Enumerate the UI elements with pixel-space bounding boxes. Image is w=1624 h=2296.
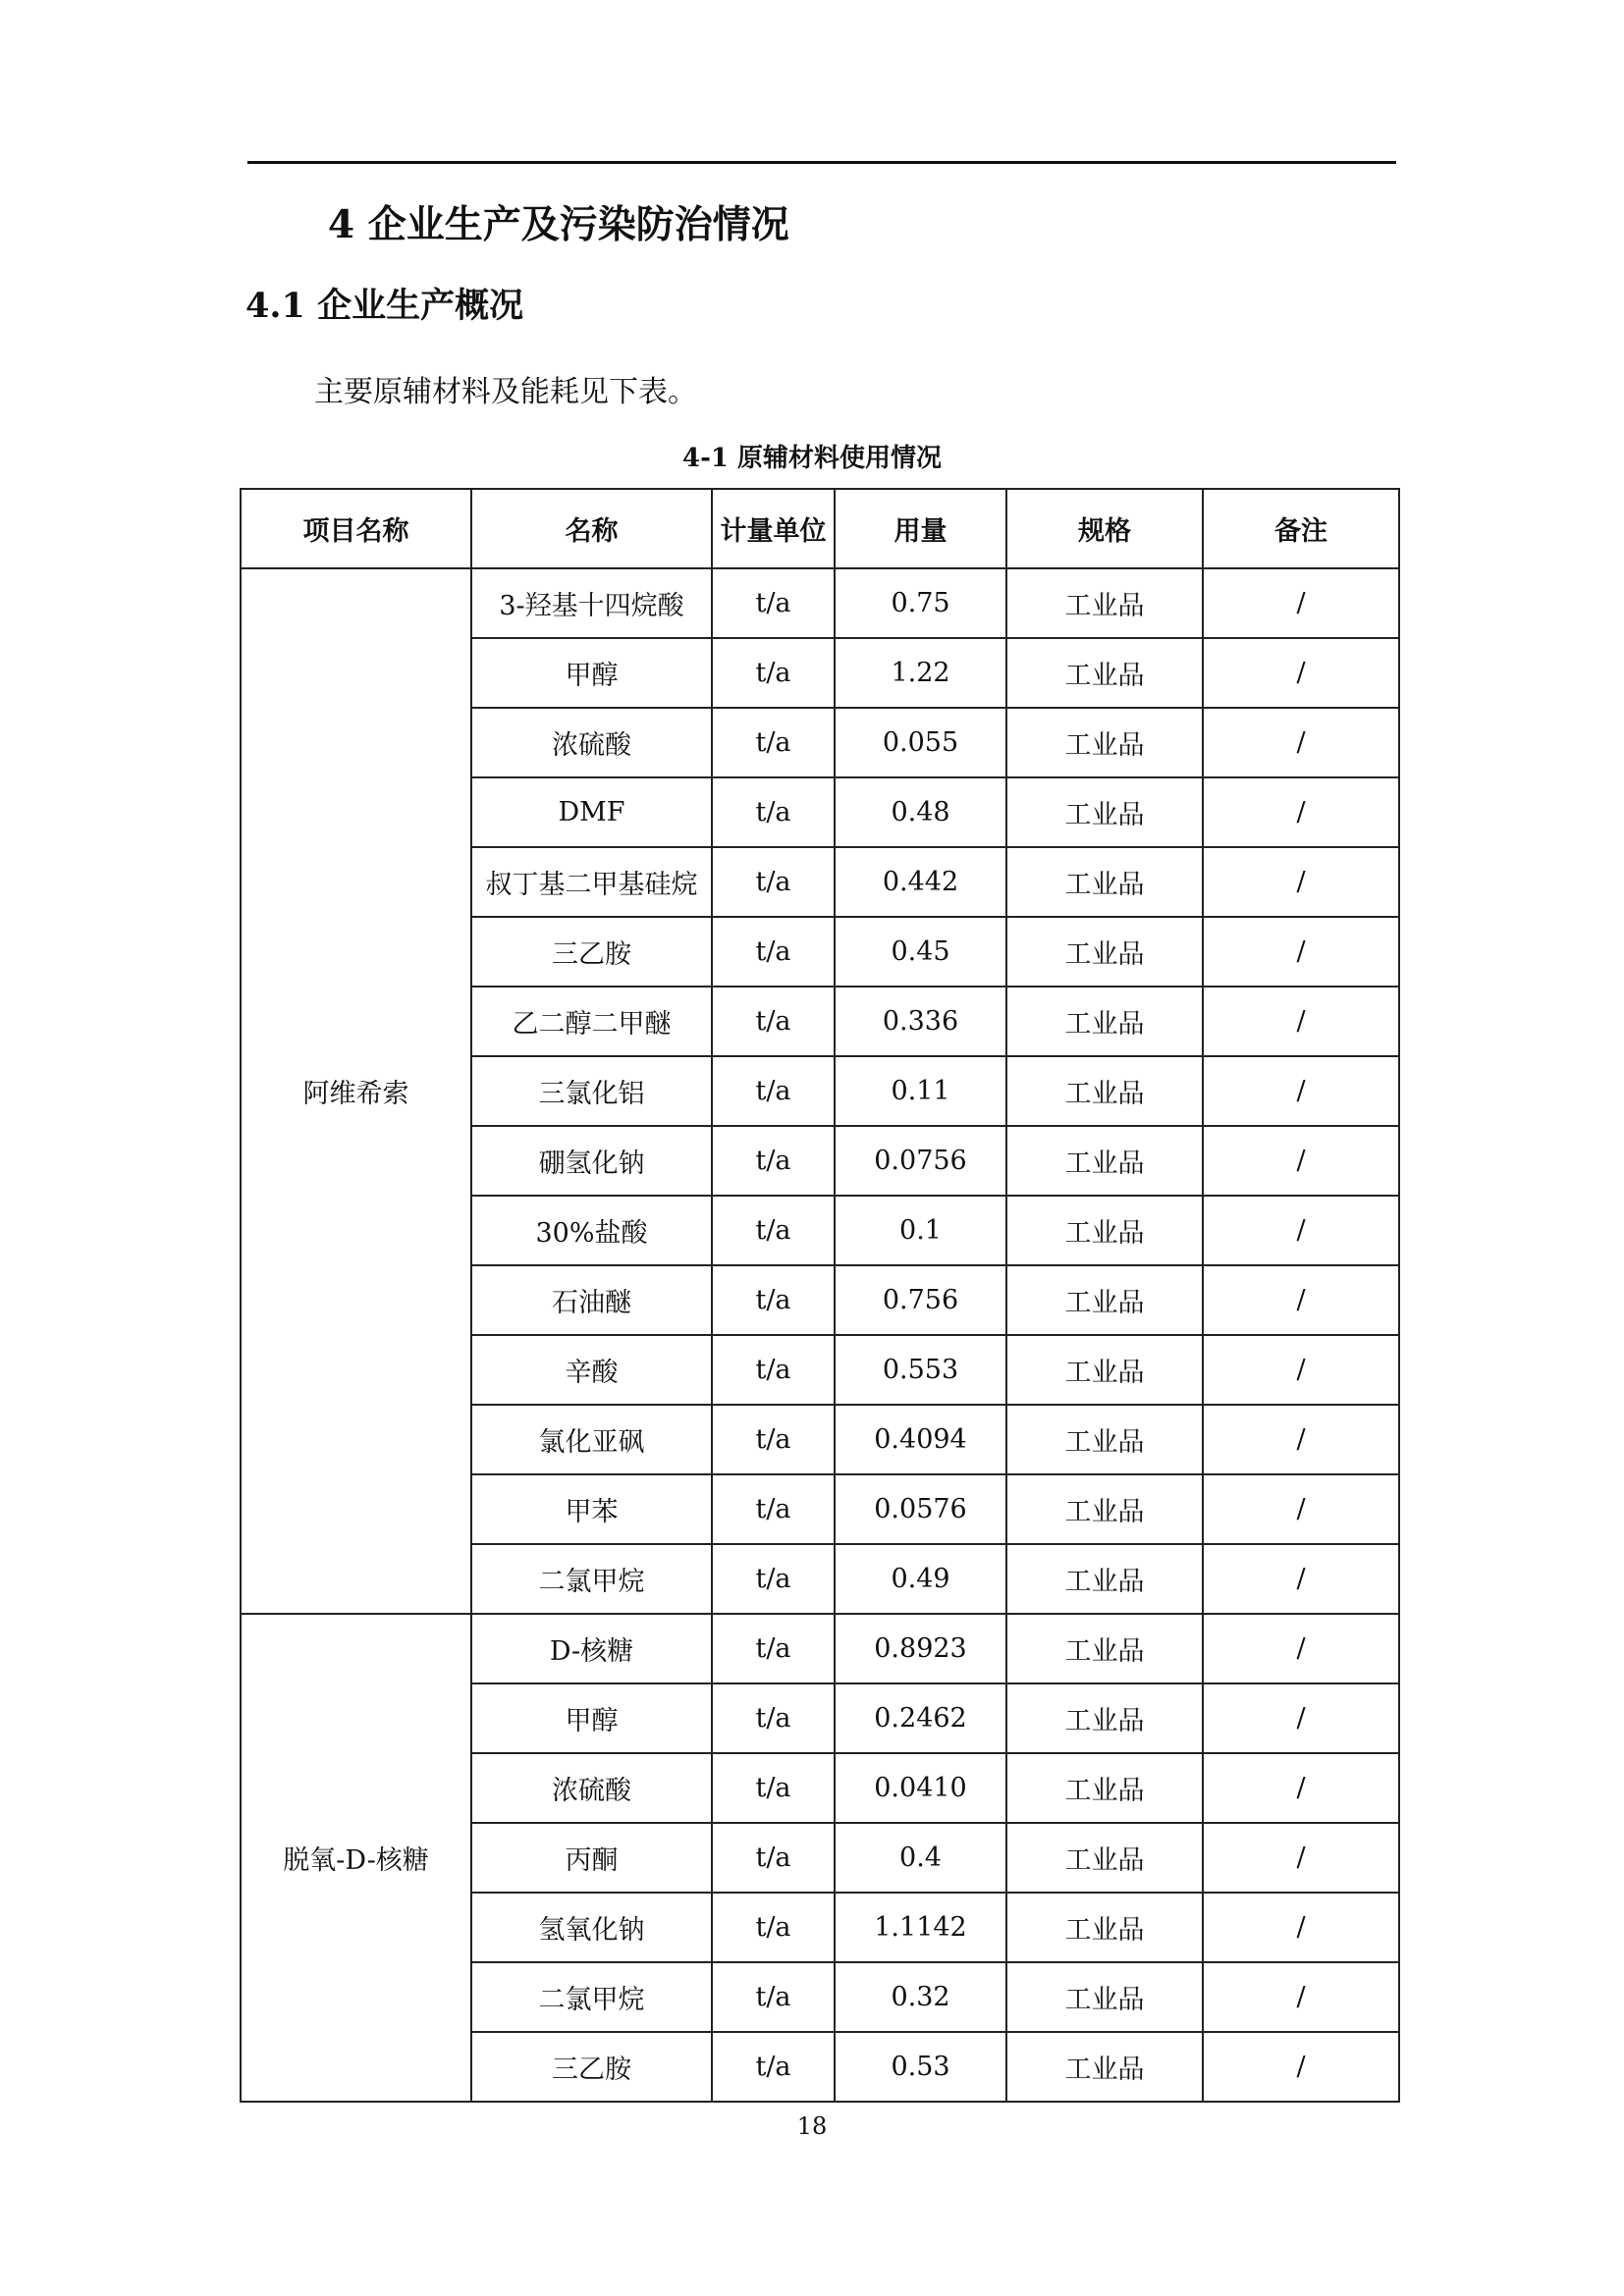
unit-cell: t/a bbox=[712, 1683, 835, 1753]
material-name-cell: 辛酸 bbox=[471, 1335, 712, 1405]
spec-cell: 工业品 bbox=[1006, 1405, 1203, 1474]
unit-cell: t/a bbox=[712, 1196, 835, 1265]
amount-cell: 1.1142 bbox=[835, 1893, 1006, 1962]
amount-cell: 0.11 bbox=[835, 1056, 1006, 1126]
unit-cell: t/a bbox=[712, 1126, 835, 1196]
material-name-cell: 浓硫酸 bbox=[471, 708, 712, 777]
note-cell: / bbox=[1203, 708, 1399, 777]
spec-cell: 工业品 bbox=[1006, 568, 1203, 638]
unit-cell: t/a bbox=[712, 1893, 835, 1962]
amount-cell: 0.53 bbox=[835, 2032, 1006, 2102]
material-name-cell: 30%盐酸 bbox=[471, 1196, 712, 1265]
amount-cell: 0.0576 bbox=[835, 1474, 1006, 1544]
spec-cell: 工业品 bbox=[1006, 1683, 1203, 1753]
spec-cell: 工业品 bbox=[1006, 638, 1203, 708]
material-name-cell: 石油醚 bbox=[471, 1265, 712, 1335]
material-name-cell: 氯化亚砜 bbox=[471, 1405, 712, 1474]
note-cell: / bbox=[1203, 1405, 1399, 1474]
unit-cell: t/a bbox=[712, 1823, 835, 1893]
materials-table bbox=[240, 488, 1400, 2103]
note-cell: / bbox=[1203, 1474, 1399, 1544]
unit-cell: t/a bbox=[712, 917, 835, 987]
material-name-cell: 甲醇 bbox=[471, 638, 712, 708]
col-header-note: 备注 bbox=[1203, 489, 1399, 568]
spec-cell: 工业品 bbox=[1006, 1265, 1203, 1335]
note-cell: / bbox=[1203, 1962, 1399, 2032]
material-name-cell: 三乙胺 bbox=[471, 2032, 712, 2102]
amount-cell: 0.4094 bbox=[835, 1405, 1006, 1474]
amount-cell: 0.49 bbox=[835, 1544, 1006, 1614]
spec-cell: 工业品 bbox=[1006, 1474, 1203, 1544]
note-cell: / bbox=[1203, 1823, 1399, 1893]
material-name-cell: 3-羟基十四烷酸 bbox=[471, 568, 712, 638]
unit-cell: t/a bbox=[712, 1474, 835, 1544]
unit-cell: t/a bbox=[712, 1335, 835, 1405]
col-header-unit: 计量单位 bbox=[712, 489, 835, 568]
spec-cell: 工业品 bbox=[1006, 987, 1203, 1056]
material-name-cell: 硼氢化钠 bbox=[471, 1126, 712, 1196]
material-name-cell: DMF bbox=[471, 777, 712, 847]
note-cell: / bbox=[1203, 2032, 1399, 2102]
unit-cell: t/a bbox=[712, 1544, 835, 1614]
col-header-amount: 用量 bbox=[835, 489, 1006, 568]
amount-cell: 0.2462 bbox=[835, 1683, 1006, 1753]
material-name-cell: 三氯化铝 bbox=[471, 1056, 712, 1126]
material-name-cell: 甲苯 bbox=[471, 1474, 712, 1544]
unit-cell: t/a bbox=[712, 1265, 835, 1335]
note-cell: / bbox=[1203, 777, 1399, 847]
project-name-cell: 阿维希索 bbox=[241, 568, 471, 1614]
note-cell: / bbox=[1203, 568, 1399, 638]
table-caption: 4-1 原辅材料使用情况 bbox=[681, 444, 943, 473]
unit-cell: t/a bbox=[712, 1056, 835, 1126]
note-cell: / bbox=[1203, 638, 1399, 708]
note-cell: / bbox=[1203, 1753, 1399, 1823]
unit-cell: t/a bbox=[712, 2032, 835, 2102]
note-cell: / bbox=[1203, 1683, 1399, 1753]
amount-cell: 0.1 bbox=[835, 1196, 1006, 1265]
note-cell: / bbox=[1203, 917, 1399, 987]
spec-cell: 工业品 bbox=[1006, 2032, 1203, 2102]
col-header-name: 名称 bbox=[471, 489, 712, 568]
note-cell: / bbox=[1203, 1126, 1399, 1196]
amount-cell: 0.553 bbox=[835, 1335, 1006, 1405]
amount-cell: 0.75 bbox=[835, 568, 1006, 638]
material-name-cell: 氢氧化钠 bbox=[471, 1893, 712, 1962]
note-cell: / bbox=[1203, 1265, 1399, 1335]
unit-cell: t/a bbox=[712, 1753, 835, 1823]
amount-cell: 0.48 bbox=[835, 777, 1006, 847]
material-name-cell: 浓硫酸 bbox=[471, 1753, 712, 1823]
amount-cell: 0.4 bbox=[835, 1823, 1006, 1893]
amount-cell: 0.442 bbox=[835, 847, 1006, 917]
note-cell: / bbox=[1203, 987, 1399, 1056]
table-row bbox=[241, 1614, 1399, 1683]
amount-cell: 0.8923 bbox=[835, 1614, 1006, 1683]
page-number: 18 bbox=[796, 2112, 828, 2140]
note-cell: / bbox=[1203, 1335, 1399, 1405]
amount-cell: 0.336 bbox=[835, 987, 1006, 1056]
spec-cell: 工业品 bbox=[1006, 777, 1203, 847]
table-header-row bbox=[241, 489, 1399, 568]
spec-cell: 工业品 bbox=[1006, 1335, 1203, 1405]
spec-cell: 工业品 bbox=[1006, 708, 1203, 777]
spec-cell: 工业品 bbox=[1006, 1962, 1203, 2032]
material-name-cell: 丙酮 bbox=[471, 1823, 712, 1893]
note-cell: / bbox=[1203, 1614, 1399, 1683]
col-header-project: 项目名称 bbox=[241, 489, 471, 568]
unit-cell: t/a bbox=[712, 1614, 835, 1683]
note-cell: / bbox=[1203, 847, 1399, 917]
material-name-cell: 甲醇 bbox=[471, 1683, 712, 1753]
spec-cell: 工业品 bbox=[1006, 917, 1203, 987]
table-body bbox=[241, 568, 1399, 2102]
material-name-cell: 二氯甲烷 bbox=[471, 1962, 712, 2032]
table-row bbox=[241, 568, 1399, 638]
spec-cell: 工业品 bbox=[1006, 1753, 1203, 1823]
unit-cell: t/a bbox=[712, 708, 835, 777]
unit-cell: t/a bbox=[712, 638, 835, 708]
col-header-spec: 规格 bbox=[1006, 489, 1203, 568]
spec-cell: 工业品 bbox=[1006, 1544, 1203, 1614]
amount-cell: 1.22 bbox=[835, 638, 1006, 708]
project-name-cell: 脱氧-D-核糖 bbox=[241, 1614, 471, 2102]
unit-cell: t/a bbox=[712, 847, 835, 917]
unit-cell: t/a bbox=[712, 568, 835, 638]
intro-paragraph: 主要原辅材料及能耗见下表。 bbox=[314, 375, 697, 409]
material-name-cell: 叔丁基二甲基硅烷 bbox=[471, 847, 712, 917]
spec-cell: 工业品 bbox=[1006, 1823, 1203, 1893]
spec-cell: 工业品 bbox=[1006, 1056, 1203, 1126]
spec-cell: 工业品 bbox=[1006, 1126, 1203, 1196]
material-name-cell: D-核糖 bbox=[471, 1614, 712, 1683]
unit-cell: t/a bbox=[712, 1405, 835, 1474]
note-cell: / bbox=[1203, 1893, 1399, 1962]
amount-cell: 0.055 bbox=[835, 708, 1006, 777]
amount-cell: 0.32 bbox=[835, 1962, 1006, 2032]
note-cell: / bbox=[1203, 1544, 1399, 1614]
note-cell: / bbox=[1203, 1056, 1399, 1126]
section-title: 4 企业生产及污染防治情况 bbox=[328, 202, 789, 247]
spec-cell: 工业品 bbox=[1006, 1614, 1203, 1683]
material-name-cell: 二氯甲烷 bbox=[471, 1544, 712, 1614]
unit-cell: t/a bbox=[712, 1962, 835, 2032]
amount-cell: 0.0410 bbox=[835, 1753, 1006, 1823]
amount-cell: 0.0756 bbox=[835, 1126, 1006, 1196]
note-cell: / bbox=[1203, 1196, 1399, 1265]
header-rule bbox=[247, 161, 1396, 164]
amount-cell: 0.45 bbox=[835, 917, 1006, 987]
spec-cell: 工业品 bbox=[1006, 847, 1203, 917]
subsection-title: 4.1 企业生产概况 bbox=[245, 286, 524, 326]
unit-cell: t/a bbox=[712, 987, 835, 1056]
spec-cell: 工业品 bbox=[1006, 1196, 1203, 1265]
amount-cell: 0.756 bbox=[835, 1265, 1006, 1335]
spec-cell: 工业品 bbox=[1006, 1893, 1203, 1962]
material-name-cell: 三乙胺 bbox=[471, 917, 712, 987]
unit-cell: t/a bbox=[712, 777, 835, 847]
material-name-cell: 乙二醇二甲醚 bbox=[471, 987, 712, 1056]
